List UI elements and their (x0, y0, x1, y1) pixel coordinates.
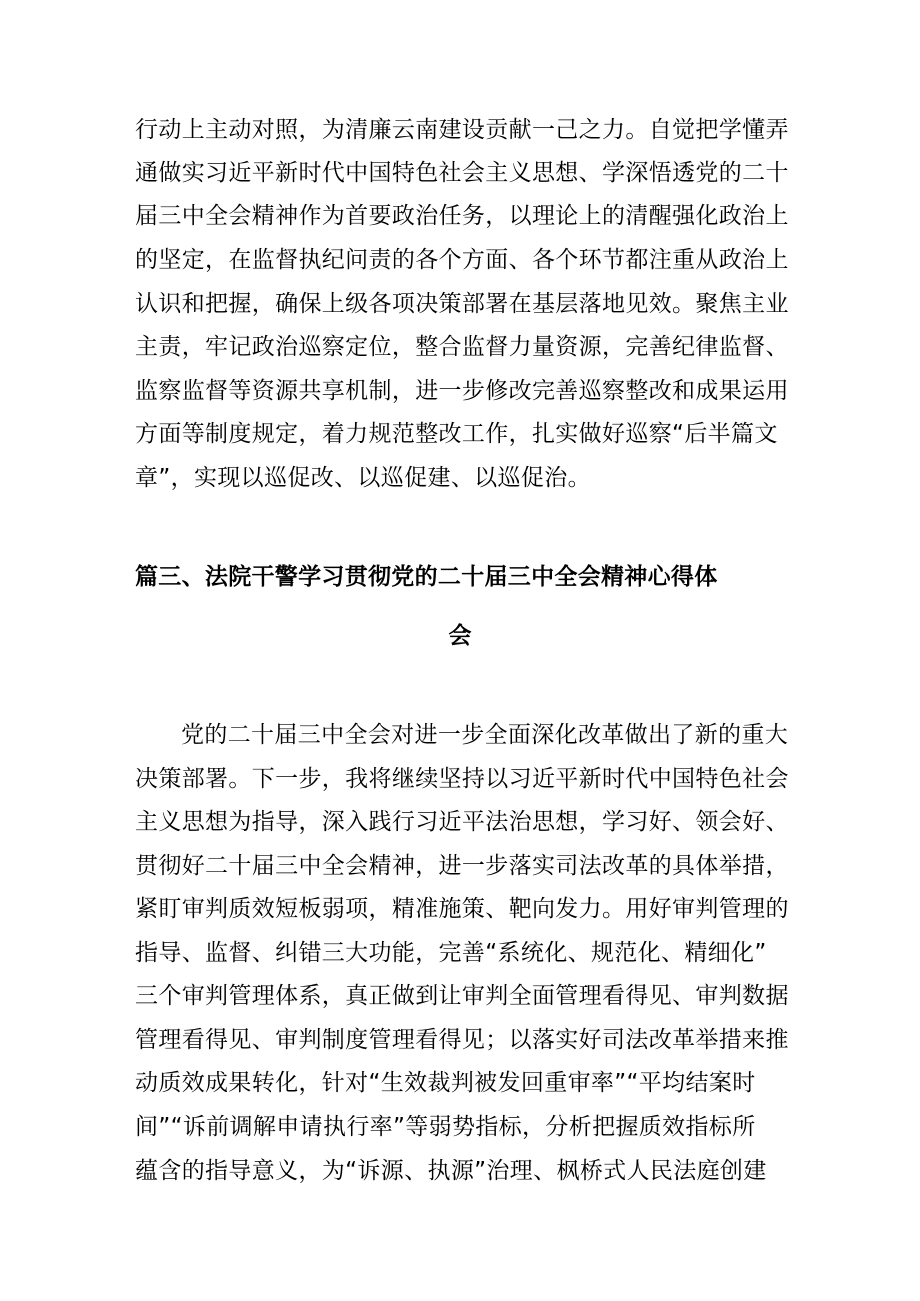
paragraph-2-line-4: 贯彻好二十届三中全会精神，进一步落实司法改革的具体举措， (135, 853, 789, 879)
paragraph-2-line-9: 动质效成果转化，针对“生效裁判被发回重审率”“平均结案时 (135, 1070, 756, 1096)
paragraph-2-line-6: 指导、监督、纠错三大功能，完善“系统化、规范化、精细化” (135, 940, 767, 966)
paragraph-1-line-9: 章”，实现以巡促改、以巡促建、以巡促治。 (135, 465, 591, 491)
paragraph-1-line-1: 行动上主动对照，为清廉云南建设贡献一己之力。自觉把学懂弄 (135, 117, 789, 143)
paragraph-1-line-5: 认识和把握，确保上级各项决策部署在基层落地见效。聚焦主业 (135, 291, 789, 317)
paragraph-2-line-11: 蕴含的指导意义，为“诉源、执源”治理、枫桥式人民法庭创建 (135, 1158, 767, 1184)
paragraph-2-line-8: 管理看得见、审判制度管理看得见；以落实好司法改革举措来推 (135, 1027, 789, 1053)
paragraph-2-line-7: 三个审判管理体系，真正做到让审判全面管理看得见、审判数据 (135, 983, 789, 1009)
paragraph-1-line-3: 届三中全会精神作为首要政治任务，以理论上的清醒强化政治上 (135, 203, 789, 229)
paragraph-2-line-2: 决策部署。下一步，我将继续坚持以习近平新时代中国特色社会 (135, 766, 789, 792)
paragraph-2-line-3: 主义思想为指导，深入践行习近平法治思想，学习好、领会好、 (135, 809, 789, 835)
section-heading-line-1: 篇三、法院干警学习贯彻党的二十届三中全会精神心得体 (135, 564, 718, 590)
paragraph-2-line-10: 间”“诉前调解申请执行率”等弱势指标，分析把握质效指标所 (135, 1114, 756, 1140)
paragraph-1-line-8: 方面等制度规定，着力规范整改工作，扎实做好巡察“后半篇文 (135, 421, 778, 447)
paragraph-1-line-4: 的坚定，在监督执纪问责的各个方面、各个环节都注重从政治上 (135, 247, 789, 273)
section-heading-line-2: 会 (448, 623, 472, 649)
paragraph-1-line-6: 主责，牢记政治巡察定位，整合监督力量资源，完善纪律监督、 (135, 334, 789, 360)
paragraph-2-line-5: 紧盯审判质效短板弱项，精准施策、靶向发力。用好审判管理的 (135, 896, 789, 922)
paragraph-2-line-1: 党的二十届三中全会对进一步全面深化改革做出了新的重大 (181, 722, 789, 748)
paragraph-1-line-2: 通做实习近平新时代中国特色社会主义思想、学深悟透党的二十 (135, 160, 789, 186)
paragraph-1-line-7: 监察监督等资源共享机制，进一步修改完善巡察整改和成果运用 (135, 378, 789, 404)
